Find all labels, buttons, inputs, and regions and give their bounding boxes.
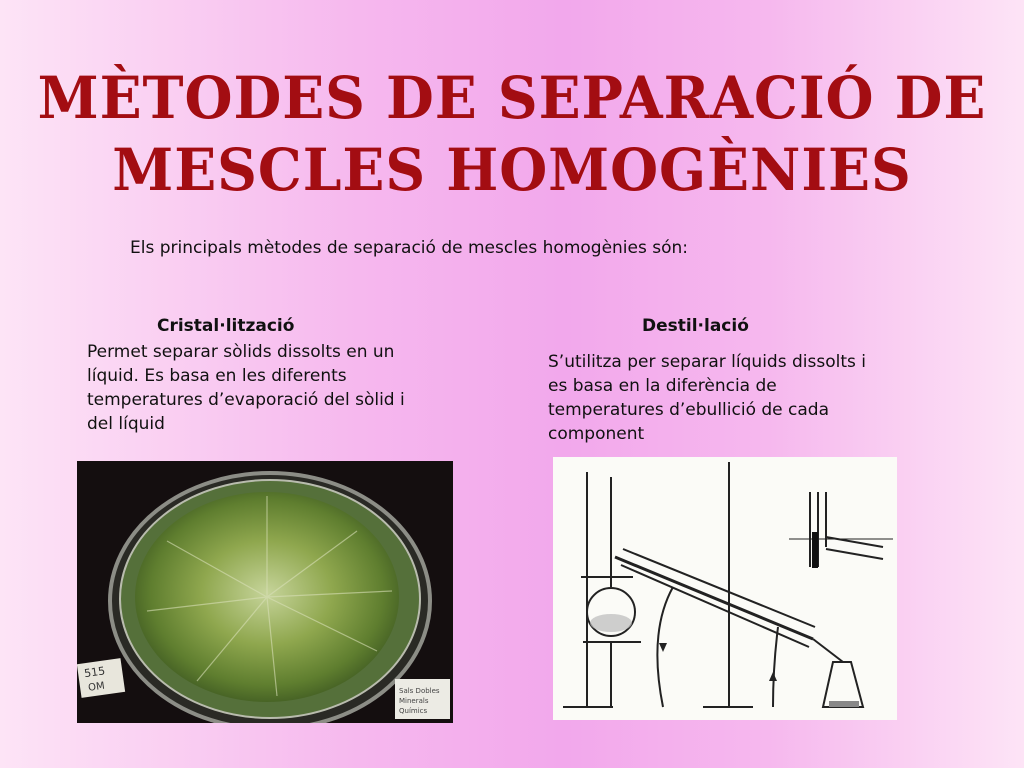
distillation-description bbox=[548, 350, 866, 446]
distillation-line: component bbox=[548, 424, 645, 444]
svg-text:Sals Dobles: Sals Dobles bbox=[399, 687, 440, 695]
sticker-label bbox=[77, 658, 125, 698]
svg-text:515: 515 bbox=[83, 664, 106, 681]
intro-text: Els principals mètodes de separació de mescles homogènies són: bbox=[130, 238, 689, 258]
crystallization-line: líquid. Es basa en les diferents bbox=[87, 366, 347, 386]
svg-text:Químics: Químics bbox=[399, 707, 428, 715]
crystal-dish-illustration bbox=[77, 461, 453, 723]
distillation-heading: Destil·lació bbox=[642, 316, 749, 336]
svg-text:Minerals: Minerals bbox=[399, 697, 429, 705]
distillation-apparatus-illustration bbox=[553, 457, 897, 720]
distillation-line: temperatures d’ebullició de cada bbox=[548, 400, 830, 420]
title-line-2: MESCLES HOMOGÈNIES bbox=[112, 136, 912, 204]
distillation-diagram bbox=[553, 457, 897, 720]
crystallization-description bbox=[87, 340, 405, 436]
slide-title bbox=[26, 62, 999, 206]
crystallization-line: temperatures d’evaporació del sòlid i bbox=[87, 390, 405, 410]
distillation-line: es basa en la diferència de bbox=[548, 376, 777, 396]
crystallization-photo bbox=[77, 461, 453, 723]
crystallization-heading: Cristal·lització bbox=[157, 316, 295, 336]
title-line-1: MÈTODES DE SEPARACIÓ DE bbox=[37, 64, 987, 132]
svg-text:OM: OM bbox=[87, 680, 106, 694]
distillation-line: S’utilitza per separar líquids dissolts i bbox=[548, 352, 866, 372]
crystallization-line: del líquid bbox=[87, 414, 165, 434]
crystallization-line: Permet separar sòlids dissolts en un bbox=[87, 342, 395, 362]
card-label bbox=[395, 679, 450, 719]
